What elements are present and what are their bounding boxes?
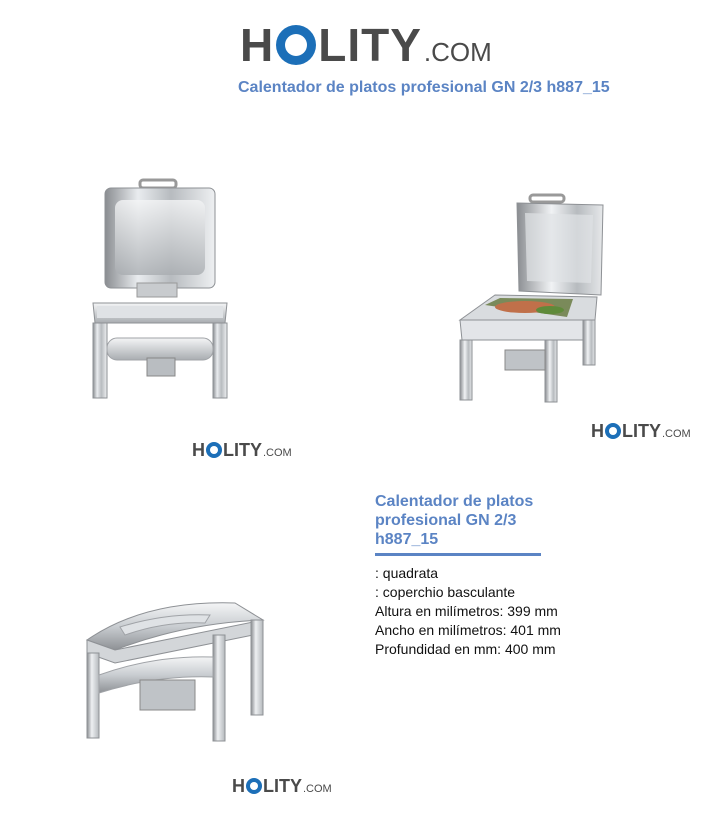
- description-title: Calentador de platos profesional GN 2/3 h887_15: [375, 493, 534, 548]
- page-title: Calentador de platos profesional GN 2/3 h887_15: [238, 79, 610, 96]
- holity-logo[interactable]: [240, 18, 492, 72]
- logo-o-icon: [605, 423, 621, 439]
- logo-letter-h: H: [240, 19, 275, 71]
- spec-item: Altura en milímetros: 399 mm: [375, 603, 558, 619]
- holity-logo-small-2: H LITY .COM: [591, 421, 691, 441]
- spec-item: : coperchio basculante: [375, 584, 516, 600]
- product-image-closed: [85, 595, 270, 745]
- spec-item: : quadrata: [375, 565, 439, 581]
- logo-letters-lity: LITY: [318, 19, 422, 71]
- product-image-open-front: [85, 178, 235, 403]
- holity-logo-small-1: H LITY .COM: [192, 440, 292, 460]
- holity-logo-small-3: H LITY .COM: [232, 776, 332, 796]
- spec-item: Profundidad en mm: 400 mm: [375, 641, 556, 657]
- product-image-open-angled: [455, 195, 605, 405]
- logo-o-icon: [246, 778, 262, 794]
- logo-o-icon: [206, 442, 222, 458]
- logo-o-icon: [276, 25, 316, 65]
- logo-suffix: .COM: [423, 37, 492, 67]
- description-divider: [375, 553, 541, 556]
- spec-item: Ancho en milímetros: 401 mm: [375, 622, 561, 638]
